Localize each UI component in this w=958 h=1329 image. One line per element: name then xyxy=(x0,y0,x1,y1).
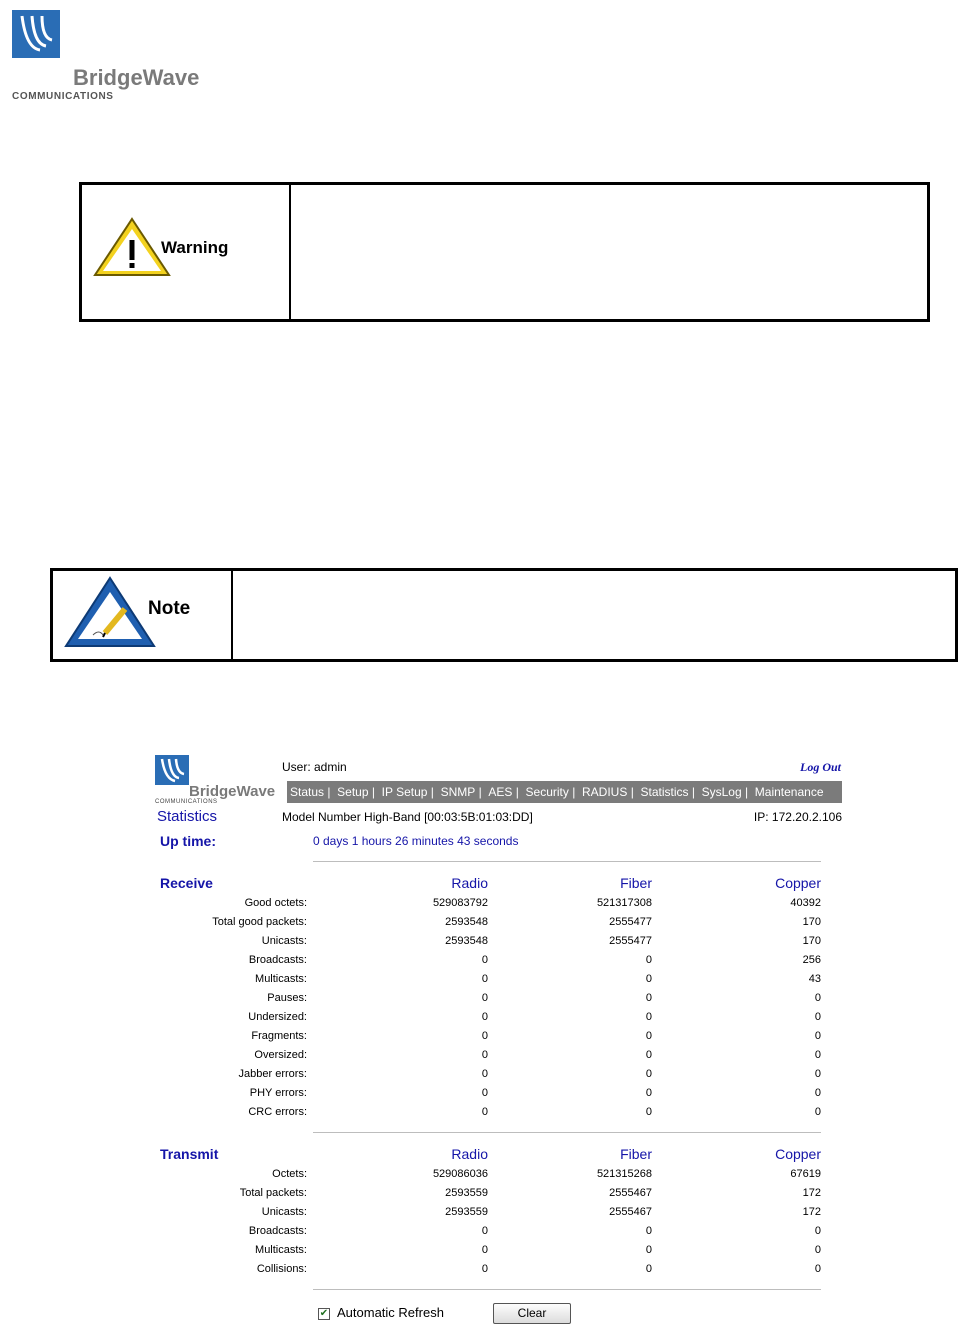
nav-separator: | xyxy=(568,785,583,799)
receive-fiber-value: 0 xyxy=(645,1030,652,1042)
receive-copper-value: 0 xyxy=(814,1049,821,1061)
transmit-radio-value: 0 xyxy=(481,1263,488,1275)
receive-fiber-value: 521317308 xyxy=(596,897,652,909)
nav-aes[interactable]: AES xyxy=(488,785,513,799)
transmit-fiber-value: 0 xyxy=(645,1263,652,1275)
nav-separator: | xyxy=(368,785,382,799)
divider xyxy=(313,861,821,862)
transmit-copper-value: 172 xyxy=(802,1206,821,1218)
warning-callout xyxy=(79,182,930,322)
receive-radio-value: 2593548 xyxy=(445,916,488,928)
receive-radio-value: 0 xyxy=(481,992,488,1004)
receive-radio-value: 0 xyxy=(481,1087,488,1099)
divider xyxy=(313,1289,821,1290)
receive-col-fiber: Fiber xyxy=(620,875,652,891)
ui-logo-brand: BridgeWave xyxy=(189,783,276,800)
receive-radio-value: 0 xyxy=(481,954,488,966)
model-number: Model Number High-Band [00:03:5B:01:03:DD] xyxy=(282,810,533,824)
receive-title: Receive xyxy=(160,875,213,891)
receive-copper-value: 170 xyxy=(802,916,821,928)
clear-button[interactable]: Clear xyxy=(493,1303,571,1324)
transmit-fiber-value: 521315268 xyxy=(596,1168,652,1180)
nav-status[interactable]: Status xyxy=(290,785,325,799)
receive-copper-value: 0 xyxy=(814,1030,821,1042)
document-logo xyxy=(12,10,200,102)
nav-maintenance[interactable]: Maintenance xyxy=(754,785,824,799)
nav-separator: | xyxy=(512,785,526,799)
user-label: User: admin xyxy=(282,760,347,774)
receive-fiber-value: 2555477 xyxy=(609,916,652,928)
receive-row-label: Pauses: xyxy=(267,992,307,1004)
receive-radio-value: 0 xyxy=(481,1011,488,1023)
bridgewave-logo-icon xyxy=(12,10,60,58)
receive-radio-value: 0 xyxy=(481,973,488,985)
receive-row-label: Good octets: xyxy=(244,897,307,909)
receive-copper-value: 0 xyxy=(814,992,821,1004)
receive-fiber-value: 0 xyxy=(645,1106,652,1118)
note-callout xyxy=(50,568,958,662)
receive-row-label: Multicasts: xyxy=(255,973,307,985)
receive-radio-value: 2593548 xyxy=(445,935,488,947)
receive-fiber-value: 0 xyxy=(645,1011,652,1023)
receive-row-label: CRC errors: xyxy=(248,1106,307,1118)
transmit-copper-value: 0 xyxy=(814,1244,821,1256)
receive-fiber-value: 0 xyxy=(645,1049,652,1061)
divider xyxy=(313,1132,821,1133)
receive-row-label: Unicasts: xyxy=(261,935,307,947)
receive-copper-value: 0 xyxy=(814,1087,821,1099)
transmit-copper-value: 172 xyxy=(802,1187,821,1199)
transmit-copper-value: 0 xyxy=(814,1263,821,1275)
nav-separator: | xyxy=(688,785,702,799)
nav-radius[interactable]: RADIUS xyxy=(582,785,628,799)
transmit-radio-value: 529086036 xyxy=(432,1168,488,1180)
transmit-col-fiber: Fiber xyxy=(620,1146,652,1162)
ui-logo-sub: COMMUNICATIONS xyxy=(155,799,218,805)
transmit-fiber-value: 0 xyxy=(645,1244,652,1256)
receive-radio-value: 0 xyxy=(481,1106,488,1118)
nav-bar xyxy=(287,781,842,803)
receive-copper-value: 0 xyxy=(814,1068,821,1080)
receive-copper-value: 40392 xyxy=(790,897,821,909)
receive-fiber-value: 2555477 xyxy=(609,935,652,947)
transmit-row-label: Octets: xyxy=(272,1168,307,1180)
receive-copper-value: 256 xyxy=(802,954,821,966)
transmit-row-label: Multicasts: xyxy=(255,1244,307,1256)
note-pencil-icon xyxy=(63,575,157,654)
receive-copper-value: 43 xyxy=(808,973,821,985)
auto-refresh-checkbox[interactable]: ✔ xyxy=(319,1308,329,1319)
nav-security[interactable]: Security xyxy=(525,785,569,799)
receive-fiber-value: 0 xyxy=(645,973,652,985)
receive-fiber-value: 0 xyxy=(645,954,652,966)
transmit-col-copper: Copper xyxy=(775,1146,821,1162)
transmit-copper-value: 67619 xyxy=(790,1168,821,1180)
transmit-row-label: Unicasts: xyxy=(261,1206,307,1218)
receive-radio-value: 529083792 xyxy=(432,897,488,909)
receive-fiber-value: 0 xyxy=(645,992,652,1004)
receive-row-label: Total good packets: xyxy=(212,916,307,928)
logo-sub-text: COMMUNICATIONS xyxy=(12,91,114,102)
nav-ip-setup[interactable]: IP Setup xyxy=(381,785,428,799)
transmit-radio-value: 0 xyxy=(481,1225,488,1237)
transmit-radio-value: 2593559 xyxy=(445,1187,488,1199)
statistics-web-ui xyxy=(155,752,845,1329)
transmit-row-label: Broadcasts: xyxy=(248,1225,307,1237)
nav-snmp[interactable]: SNMP xyxy=(440,785,476,799)
ip-address: IP: 172.20.2.106 xyxy=(753,810,842,824)
receive-col-copper: Copper xyxy=(775,875,821,891)
transmit-row-label: Total packets: xyxy=(239,1187,307,1199)
nav-separator: | xyxy=(741,785,755,799)
nav-separator: | xyxy=(627,785,641,799)
receive-row-label: Broadcasts: xyxy=(248,954,307,966)
uptime-value: 0 days 1 hours 26 minutes 43 seconds xyxy=(313,834,519,848)
receive-copper-value: 0 xyxy=(814,1011,821,1023)
transmit-fiber-value: 2555467 xyxy=(609,1206,652,1218)
transmit-radio-value: 2593559 xyxy=(445,1206,488,1218)
receive-copper-value: 170 xyxy=(802,935,821,947)
warning-label: Warning xyxy=(161,238,229,257)
nav-separator: | xyxy=(427,785,441,799)
nav-syslog[interactable]: SysLog xyxy=(701,785,742,799)
logout-link[interactable]: Log Out xyxy=(799,760,841,774)
receive-row-label: PHY errors: xyxy=(249,1087,307,1099)
warning-icon xyxy=(92,216,172,283)
receive-copper-value: 0 xyxy=(814,1106,821,1118)
uptime-label: Up time: xyxy=(160,833,216,849)
receive-row-label: Jabber errors: xyxy=(238,1068,307,1080)
transmit-title: Transmit xyxy=(160,1146,219,1162)
receive-radio-value: 0 xyxy=(481,1068,488,1080)
transmit-radio-value: 0 xyxy=(481,1244,488,1256)
receive-row-label: Oversized: xyxy=(254,1049,307,1061)
receive-fiber-value: 0 xyxy=(645,1068,652,1080)
ui-logo-icon xyxy=(155,755,189,785)
receive-radio-value: 0 xyxy=(481,1049,488,1061)
receive-row-label: Undersized: xyxy=(248,1011,307,1023)
receive-col-radio: Radio xyxy=(451,875,488,891)
transmit-fiber-value: 0 xyxy=(645,1225,652,1237)
receive-radio-value: 0 xyxy=(481,1030,488,1042)
auto-refresh-label: Automatic Refresh xyxy=(337,1305,444,1320)
page-title: Statistics xyxy=(157,808,218,825)
receive-row-label: Fragments: xyxy=(251,1030,307,1042)
nav-statistics[interactable]: Statistics xyxy=(640,785,689,799)
transmit-col-radio: Radio xyxy=(451,1146,488,1162)
transmit-fiber-value: 2555467 xyxy=(609,1187,652,1199)
logo-brand-text: BridgeWave xyxy=(73,65,200,90)
nav-setup[interactable]: Setup xyxy=(337,785,369,799)
transmit-copper-value: 0 xyxy=(814,1225,821,1237)
note-label: Note xyxy=(148,598,191,619)
transmit-row-label: Collisions: xyxy=(256,1263,307,1275)
nav-separator: | xyxy=(475,785,489,799)
nav-separator: | xyxy=(324,785,338,799)
receive-fiber-value: 0 xyxy=(645,1087,652,1099)
